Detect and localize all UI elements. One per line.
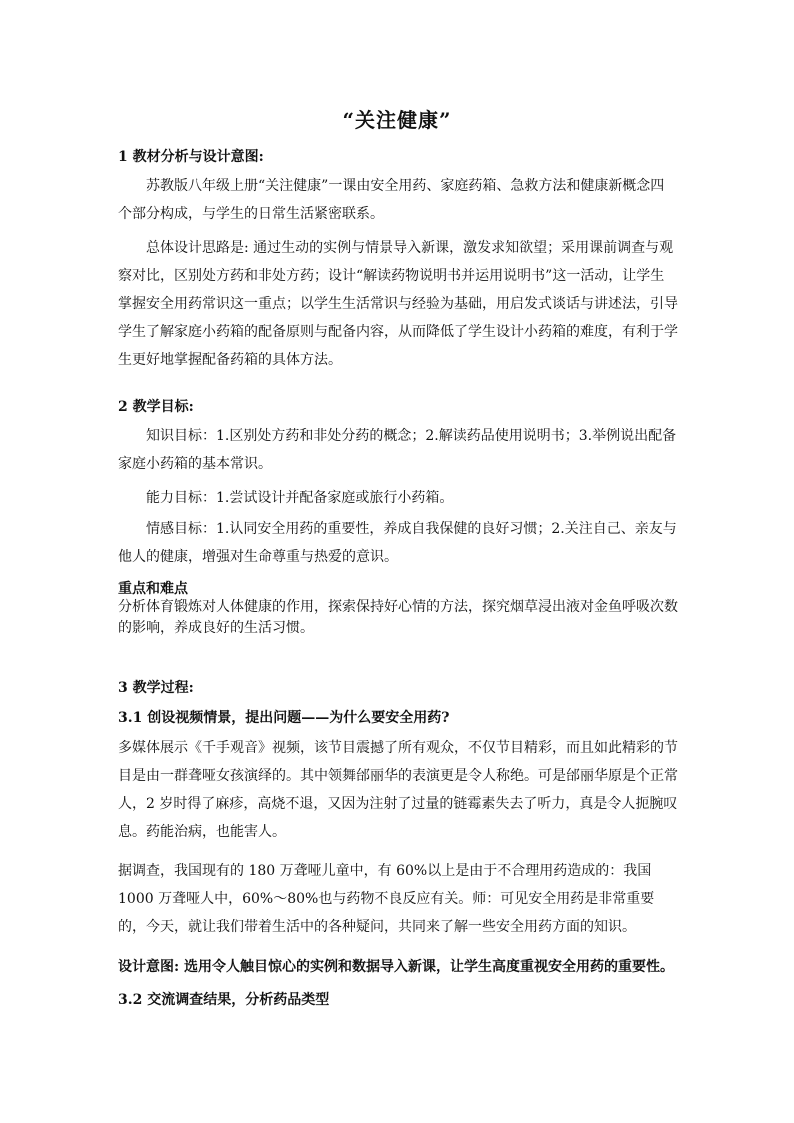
section-1-paragraph-1: 苏教版八年级上册“关注健康”一课由安全用药、家庭药箱、急救方法和健康新概念四个部分构成，与学生的日常生活紧密联系。 — [118, 178, 665, 222]
section-1-heading: 1 教材分析与设计意图: — [118, 149, 264, 165]
section-3-heading: 3 教学过程: — [118, 680, 194, 696]
key-points-text: 分析体育锻炼对人体健康的作用，探索保持好心情的方法，探究烟草浸出液对金鱼呼吸次数的影响，养成良好的生活习惯。 — [118, 599, 678, 636]
knowledge-goal: 知识目标：1.区别处方药和非处分药的概念；2.解读药品使用说明书；3.举例说出配备家庭小药箱的基本常识。 — [118, 428, 677, 472]
key-points-heading: 重点和难点 — [118, 581, 188, 597]
ability-goal: 能力目标：1.尝试设计并配备家庭或旅行小药箱。 — [146, 490, 454, 506]
emotion-goal: 情感目标：1.认同安全用药的重要性，养成自我保健的良好习惯；2.关注自己、亲友与他人的健康，增强对生命尊重与热爱的意识。 — [118, 521, 677, 565]
section-1-paragraph-2: 总体设计思路是: 通过生动的实例与情景导入新课，激发求知欲望；采用课前调查与观察对比，区别处方药和非处方药；设计“解读药物说明书并运用说明书”这一活动，让学生掌握安全用药常识这一重点；以学生生活常识与经验为基础，用启发式谈话与讲述法，引导学生了解家庭小药箱的配备原则与配备内容，从而降低了学生设计小药箱的难度，有利于学生更好地掌握配备药箱的具体方法。 — [118, 240, 678, 368]
subsection-3-2-heading: 3.2 交流调查结果，分析药品类型 — [118, 992, 330, 1008]
page-title: “关注健康” — [342, 108, 452, 132]
subsection-3-1-heading: 3.1 创设视频情景，提出问题——为什么要安全用药? — [118, 710, 450, 726]
section-2-heading: 2 教学目标: — [118, 399, 194, 415]
design-intent: 设计意图: 选用令人触目惊心的实例和数据导入新课，让学生高度重视安全用药的重要性。 — [118, 959, 675, 975]
section-3-paragraph-1: 多媒体展示《千手观音》视频，该节目震撼了所有观众，不仅节目精彩，而且如此精彩的节目是由一群聋哑女孩演绎的。其中领舞邰丽华的表演更是令人称绝。可是邰丽华原是个正常人，2 岁时得了麻疹，高烧不退，又因为注射了过量的链霉素失去了听力，真是令人扼腕叹息。药能治病，也能害人。 — [118, 740, 678, 840]
section-3-paragraph-2: 据调查，我国现有的 180 万聋哑儿童中，有 60%以上是由于不合理用药造成的：我国 1000 万聋哑人中，60%～80%也与药物不良反应有关。师：可见安全用药是非常重要的，今天，就让我们带着生活中的各种疑问，共同来了解一些安全用药方面的知识。 — [118, 863, 655, 935]
